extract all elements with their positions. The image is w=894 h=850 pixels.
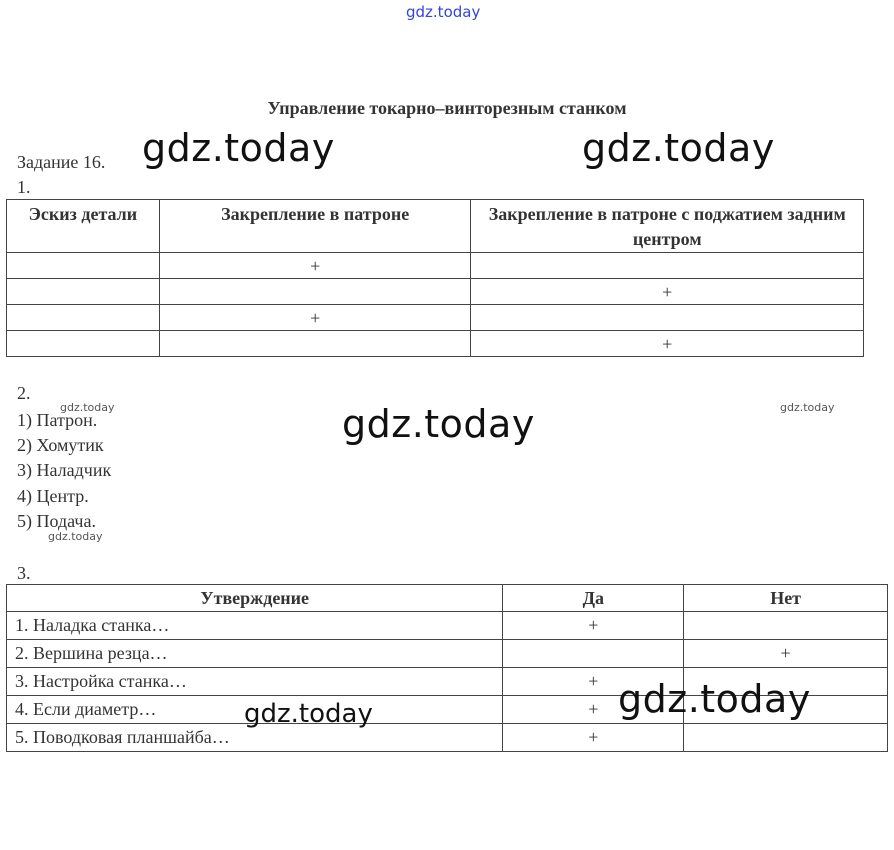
table-row xyxy=(7,253,864,279)
statement-cell: 5. Поводковая планшайба… xyxy=(7,724,503,752)
header-yes: Да xyxy=(503,585,684,612)
list-item: 2) Хомутик xyxy=(17,435,104,455)
table-row xyxy=(7,612,888,640)
yes-cell: + xyxy=(503,724,684,752)
table-row xyxy=(7,724,888,752)
watermark-small-2: gdz.today xyxy=(780,401,835,414)
cell xyxy=(471,305,864,331)
table-row xyxy=(7,640,888,668)
header-chuck: Закрепление в патроне xyxy=(159,200,471,253)
header-statement: Утверждение xyxy=(7,585,503,612)
statement-cell: 2. Вершина резца… xyxy=(7,640,503,668)
watermark-small-3: gdz.today xyxy=(48,530,103,543)
yes-cell: + xyxy=(503,612,684,640)
cell xyxy=(7,253,160,279)
cell: + xyxy=(471,331,864,357)
yes-cell: + xyxy=(503,668,684,696)
list-item: 5) Подача. xyxy=(17,511,96,531)
yes-cell: + xyxy=(503,696,684,724)
header-no: Нет xyxy=(684,585,888,612)
section1-number: 1. xyxy=(17,177,31,197)
page-title: Управление токарно–винторезным станком xyxy=(267,98,627,118)
watermark-small-1: gdz.today xyxy=(60,401,115,414)
watermark-1: gdz.today xyxy=(142,126,335,170)
table-header-row xyxy=(7,585,888,612)
watermark-4: gdz.today xyxy=(244,699,373,729)
statement-cell: 3. Настройка станка… xyxy=(7,668,503,696)
statements-table xyxy=(6,584,888,752)
cell: + xyxy=(159,253,471,279)
watermark-top: gdz.today xyxy=(406,3,481,21)
watermark-3: gdz.today xyxy=(342,402,535,446)
no-cell: + xyxy=(684,640,888,668)
cell: + xyxy=(159,305,471,331)
no-cell xyxy=(684,724,888,752)
sketch-table xyxy=(6,199,864,357)
cell xyxy=(7,279,160,305)
list-item: 4) Центр. xyxy=(17,486,89,506)
table-row xyxy=(7,331,864,357)
section2-number: 2. xyxy=(17,383,31,403)
watermark-2: gdz.today xyxy=(582,126,775,170)
cell xyxy=(7,305,160,331)
cell: + xyxy=(471,279,864,305)
table-row xyxy=(7,305,864,331)
no-cell xyxy=(684,612,888,640)
header-sketch: Эскиз детали xyxy=(7,200,160,253)
section3-number: 3. xyxy=(17,563,31,583)
task-label: Задание 16. xyxy=(17,152,106,172)
cell xyxy=(159,279,471,305)
cell xyxy=(159,331,471,357)
cell xyxy=(471,253,864,279)
statement-cell: 1. Наладка станка… xyxy=(7,612,503,640)
cell xyxy=(7,331,160,357)
header-chuck-center: Закрепление в патроне с поджатием задним центром xyxy=(471,200,864,253)
yes-cell xyxy=(503,640,684,668)
watermark-5: gdz.today xyxy=(618,677,811,721)
statement-cell: 4. Если диаметр… xyxy=(7,696,503,724)
list-item: 1) Патрон. xyxy=(17,410,98,430)
table-header-row xyxy=(7,200,864,253)
list-item: 3) Наладчик xyxy=(17,460,112,480)
table-row xyxy=(7,279,864,305)
